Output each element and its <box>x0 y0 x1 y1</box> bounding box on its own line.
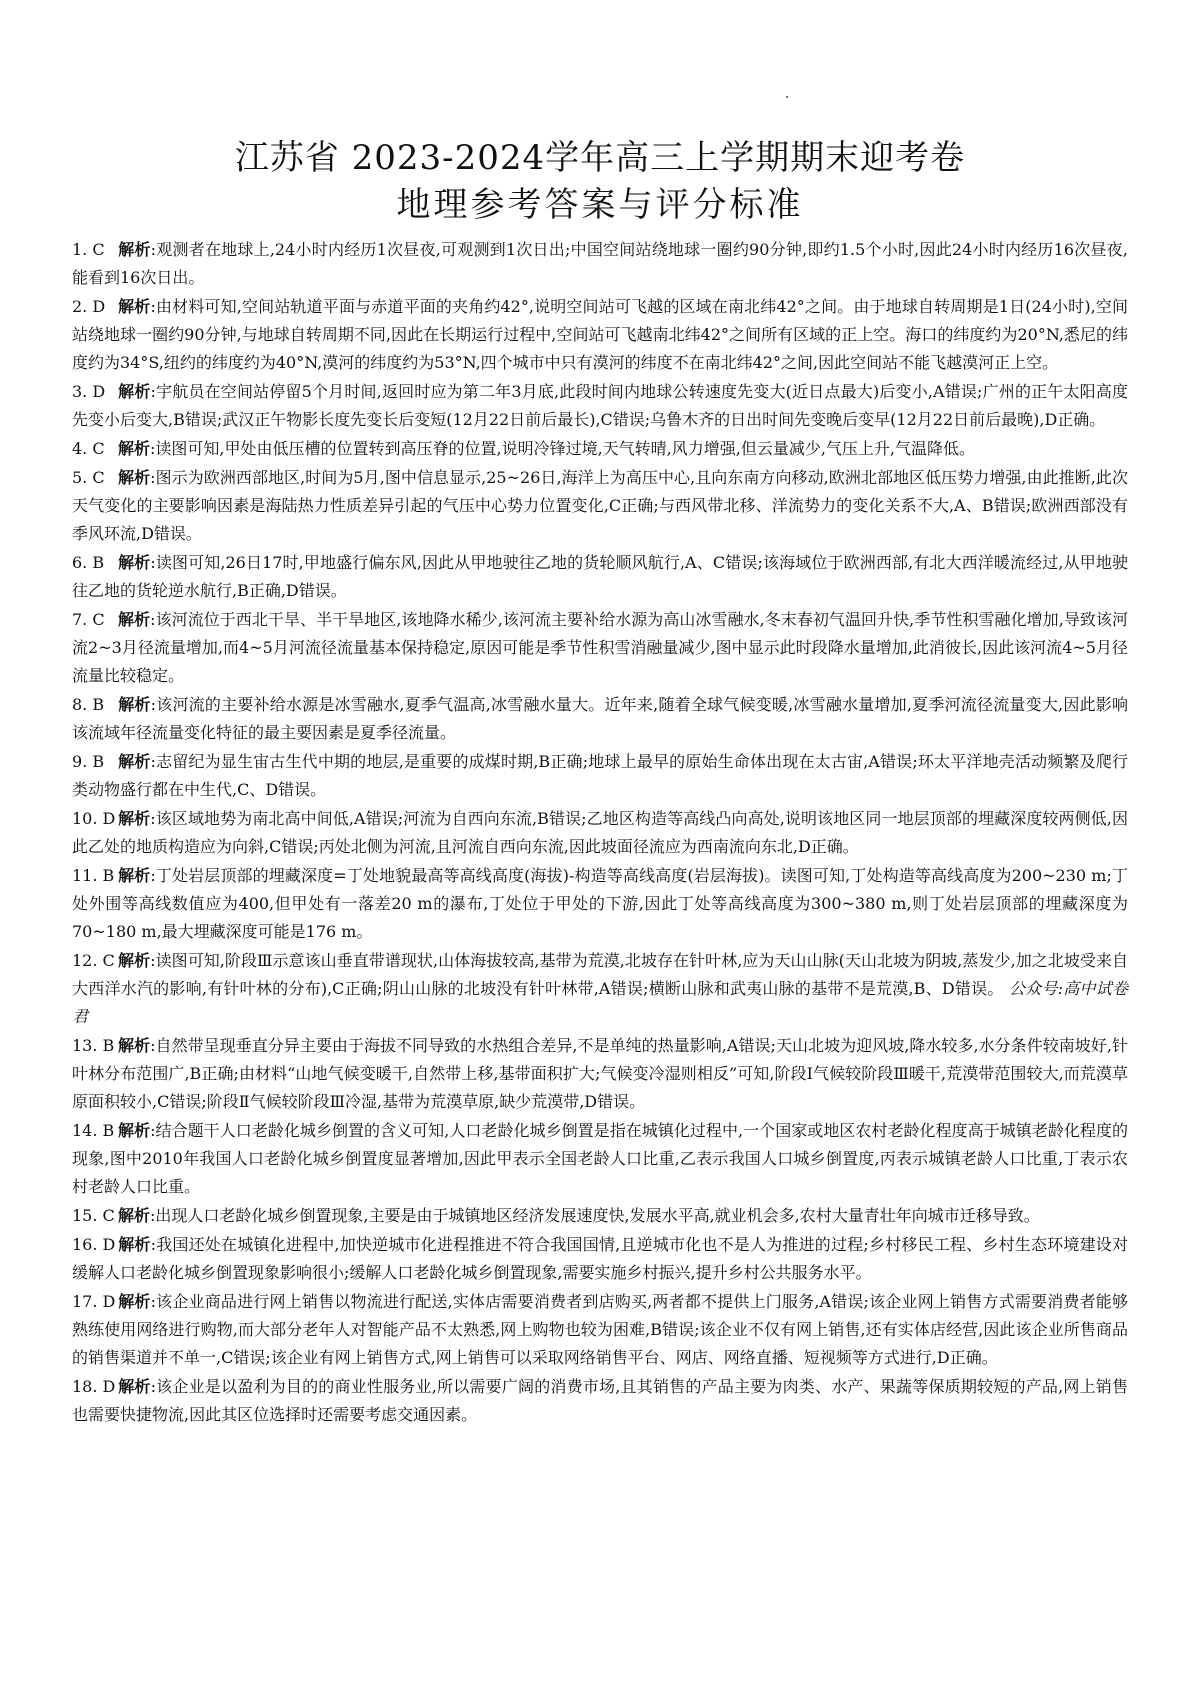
answer-number: 16. D <box>72 1235 116 1254</box>
analysis-label: 解析 <box>118 1121 151 1140</box>
analysis-label: 解析 <box>118 1377 151 1396</box>
answer-number: 15. C <box>72 1206 115 1225</box>
answer-number: 5. C <box>72 468 105 487</box>
analysis-text: :图示为欧洲西部地区,时间为5月,图中信息显示,25~26日,海洋上为高压中心,且向东南方向移动,欧洲北部地区低压势力增强,由此推断,此次天气变化的主要影响因素是海陆热力性质差异引起的气压中心势力位置变化,C正确;与西风带北移、洋流势力的变化关系不大,A、B错误;欧洲西部没有季风环流,D错误。 <box>72 468 1128 543</box>
analysis-label: 解析 <box>118 610 151 629</box>
analysis-label: 解析 <box>118 553 151 572</box>
analysis-text: :由材料可知,空间站轨道平面与赤道平面的夹角约42°,说明空间站可飞越的区域在南北纬42°之间。由于地球自转周期是1日(24小时),空间站绕地球一圈约90分钟,与地球自转周期不同,因此在长期运行过程中,空间站可飞越南北纬42°之间所有区域的正上空。海口的纬度约为20°N,悉尼的纬度约为34°S,纽约的纬度约为40°N,漠河的纬度约为53°N,四个城市中只有漠河的纬度不在南北纬42°之间,因此空间站不能飞越漠河正上空。 <box>72 297 1128 372</box>
answer-number: 1. C <box>72 240 105 259</box>
analysis-label: 解析 <box>118 1206 151 1225</box>
answer-item <box>72 293 1128 377</box>
analysis-label: 解析 <box>118 1036 151 1055</box>
analysis-text: :宇航员在空间站停留5个月时间,返回时应为第二年3月底,此段时间内地球公转速度先变大(近日点最大)后变小,A错误;广州的正午太阳高度先变小后变大,B错误;武汉正午物影长度先变长后变短(12月22日前后最长),C错误;乌鲁木齐的日出时间先变晚后变早(12月22日前后最晚),D正确。 <box>72 382 1128 429</box>
analysis-label: 解析 <box>118 809 151 828</box>
answer-item <box>72 1288 1128 1372</box>
analysis-label: 解析 <box>118 752 151 771</box>
analysis-label: 解析 <box>118 297 151 316</box>
answer-number: 7. C <box>72 610 105 629</box>
analysis-text: :丁处岩层顶部的埋藏深度=丁处地貌最高等高线高度(海拔)-构造等高线高度(岩层海拔)。读图可知,丁处构造等高线高度为200~230 m;丁处外围等高线数值应为400,但甲处有一落差20 m的瀑布,丁处位于甲处的下游,因此丁处等高线高度为300~380 m,则丁处岩层顶部的埋藏深度为70~180 m,最大埋藏深度可能是176 m。 <box>72 866 1128 941</box>
analysis-label: 解析 <box>118 468 151 487</box>
answer-number: 2. D <box>72 297 106 316</box>
answer-item <box>72 1373 1128 1429</box>
answer-number: 13. B <box>72 1036 115 1055</box>
analysis-label: 解析 <box>118 951 151 970</box>
answer-number: 10. D <box>72 809 116 828</box>
answer-item <box>72 435 1128 463</box>
page-title: 江苏省 2023-2024学年高三上学期期末迎考卷 <box>234 138 966 178</box>
analysis-text: :观测者在地球上,24小时内经历1次昼夜,可观测到1次日出;中国空间站绕地球一圈约90分钟,即约1.5个小时,因此24小时内经历16次昼夜,能看到16次日出。 <box>72 240 1128 287</box>
answer-number: 9. B <box>72 752 105 771</box>
answer-number: 12. C <box>72 951 115 970</box>
scan-dot <box>786 96 788 98</box>
analysis-label: 解析 <box>118 439 151 458</box>
analysis-text: :出现人口老龄化城乡倒置现象,主要是由于城镇地区经济发展速度快,发展水平高,就业机会多,农村大量青壮年向城市迁移导致。 <box>150 1206 1040 1225</box>
answer-item <box>72 805 1128 861</box>
analysis-text: :该河流位于西北干旱、半干旱地区,该地降水稀少,该河流主要补给水源为高山冰雪融水,冬末春初气温回升快,季节性积雪融化增加,导致该河流2~3月径流量增加,而4~5月河流径流量基本保持稳定,原因可能是季节性积雪消融量减少,图中显示此时段降水量增加,此消彼长,因此该河流4~5月径流量比较稳定。 <box>72 610 1128 685</box>
analysis-text: :该河流的主要补给水源是冰雪融水,夏季气温高,冰雪融水量大。近年来,随着全球气候变暖,冰雪融水量增加,夏季河流径流量变大,因此影响该流域年径流量变化特征的最主要因素是夏季径流量。 <box>72 695 1128 742</box>
answer-item <box>72 606 1128 690</box>
analysis-label: 解析 <box>118 695 151 714</box>
analysis-text: :志留纪为显生宙古生代中期的地层,是重要的成煤时期,B正确;地球上最早的原始生命体出现在太古宙,A错误;环太平洋地壳活动频繁及爬行类动物盛行都在中生代,C、D错误。 <box>72 752 1128 799</box>
answer-item <box>72 862 1128 946</box>
answer-number: 11. B <box>72 866 115 885</box>
answer-number: 14. B <box>72 1121 115 1140</box>
answer-item <box>72 378 1128 434</box>
analysis-text: :读图可知,阶段Ⅲ示意该山垂直带谱现状,山体海拔较高,基带为荒漠,北坡存在针叶林,应为天山山脉(天山北坡为阴坡,蒸发少,加之北坡受来自大西洋水汽的影响,有针叶林的分布),C正确;阴山山脉的北坡没有针叶林带,A错误;横断山脉和武夷山脉的基带不是荒漠,B、D错误。 <box>72 951 1128 998</box>
answer-number: 8. B <box>72 695 105 714</box>
answer-item <box>72 748 1128 804</box>
answer-item <box>72 691 1128 747</box>
analysis-text: :该区域地势为南北高中间低,A错误;河流为自西向东流,B错误;乙地区构造等高线凸向高处,说明该地区同一地层顶部的埋藏深度较两侧低,因此乙处的地质构造应为向斜,C错误;丙处北侧为河流,且河流自西向东流,因此坡面径流应为西南流向东北,D正确。 <box>72 809 1128 856</box>
analysis-label: 解析 <box>118 1235 151 1254</box>
answer-number: 6. B <box>72 553 105 572</box>
answer-number: 17. D <box>72 1292 116 1311</box>
answer-item <box>72 549 1128 605</box>
analysis-text: :该企业商品进行网上销售以物流进行配送,实体店需要消费者到店购买,两者都不提供上门服务,A错误;该企业网上销售方式需要消费者能够熟练使用网络进行购物,而大部分老年人对智能产品不太熟悉,网上购物也较为困难,B错误;该企业不仅有网上销售,还有实体店经营,因此该企业所售商品的销售渠道并不单一,C错误;该企业有网上销售方式,网上销售可以采取网络销售平台、网店、网络直播、短视频等方式进行,D正确。 <box>72 1292 1128 1367</box>
answer-number: 3. D <box>72 382 106 401</box>
analysis-text: :读图可知,甲处由低压槽的位置转到高压脊的位置,说明冷锋过境,天气转晴,风力增强,但云量减少,气压上升,气温降低。 <box>150 439 976 458</box>
answer-item <box>72 1117 1128 1201</box>
answer-item <box>72 1032 1128 1116</box>
answer-item <box>72 947 1128 1031</box>
watermark-note: 公众号:高中试卷君 <box>72 979 1128 1026</box>
page-subtitle: 地理参考答案与评分标准 <box>396 185 804 225</box>
answer-list <box>72 236 1128 1430</box>
answer-item <box>72 1231 1128 1287</box>
analysis-text: :读图可知,26日17时,甲地盛行偏东风,因此从甲地驶往乙地的货轮顺风航行,A、C错误;该海域位于欧洲西部,有北大西洋暖流经过,从甲地驶往乙地的货轮逆水航行,B正确,D错误。 <box>72 553 1128 600</box>
answer-number: 4. C <box>72 439 105 458</box>
answer-item <box>72 236 1128 292</box>
analysis-text: :我国还处在城镇化进程中,加快逆城市化进程推进不符合我国国情,且逆城市化也不是人为推进的过程;乡村移民工程、乡村生态环境建设对缓解人口老龄化城乡倒置现象影响很小;缓解人口老龄化城乡倒置现象,需要实施乡村振兴,提升乡村公共服务水平。 <box>72 1235 1128 1282</box>
analysis-label: 解析 <box>118 240 151 259</box>
answer-item <box>72 1202 1128 1230</box>
analysis-text: :该企业是以盈利为目的的商业性服务业,所以需要广阔的消费市场,且其销售的产品主要为肉类、水产、果蔬等保质期较短的产品,网上销售也需要快捷物流,因此其区位选择时还需要考虑交通因素。 <box>72 1377 1128 1424</box>
analysis-label: 解析 <box>118 866 151 885</box>
answer-number: 18. D <box>72 1377 116 1396</box>
analysis-text: :自然带呈现垂直分异主要由于海拔不同导致的水热组合差异,不是单纯的热量影响,A错误;天山北坡为迎风坡,降水较多,水分条件较南坡好,针叶林分布范围广,B正确;由材料“山地气候变暖干,自然带上移,基带面积扩大;气候变冷湿则相反”可知,阶段Ⅰ气候较阶段Ⅲ暖干,荒漠带范围较大,而荒漠草原面积较小,C错误;阶段Ⅱ气候较阶段Ⅲ冷湿,基带为荒漠草原,缺少荒漠带,D错误。 <box>72 1036 1128 1111</box>
analysis-text: :结合题干人口老龄化城乡倒置的含义可知,人口老龄化城乡倒置是指在城镇化过程中,一个国家或地区农村老龄化程度高于城镇老龄化程度的现象,图中2010年我国人口老龄化城乡倒置度显著增加,因此甲表示全国老龄人口比重,乙表示我国人口城乡倒置度,丙表示城镇老龄人口比重,丁表示农村老龄人口比重。 <box>72 1121 1128 1196</box>
answer-item <box>72 464 1128 548</box>
analysis-label: 解析 <box>118 382 151 401</box>
analysis-label: 解析 <box>118 1292 151 1311</box>
